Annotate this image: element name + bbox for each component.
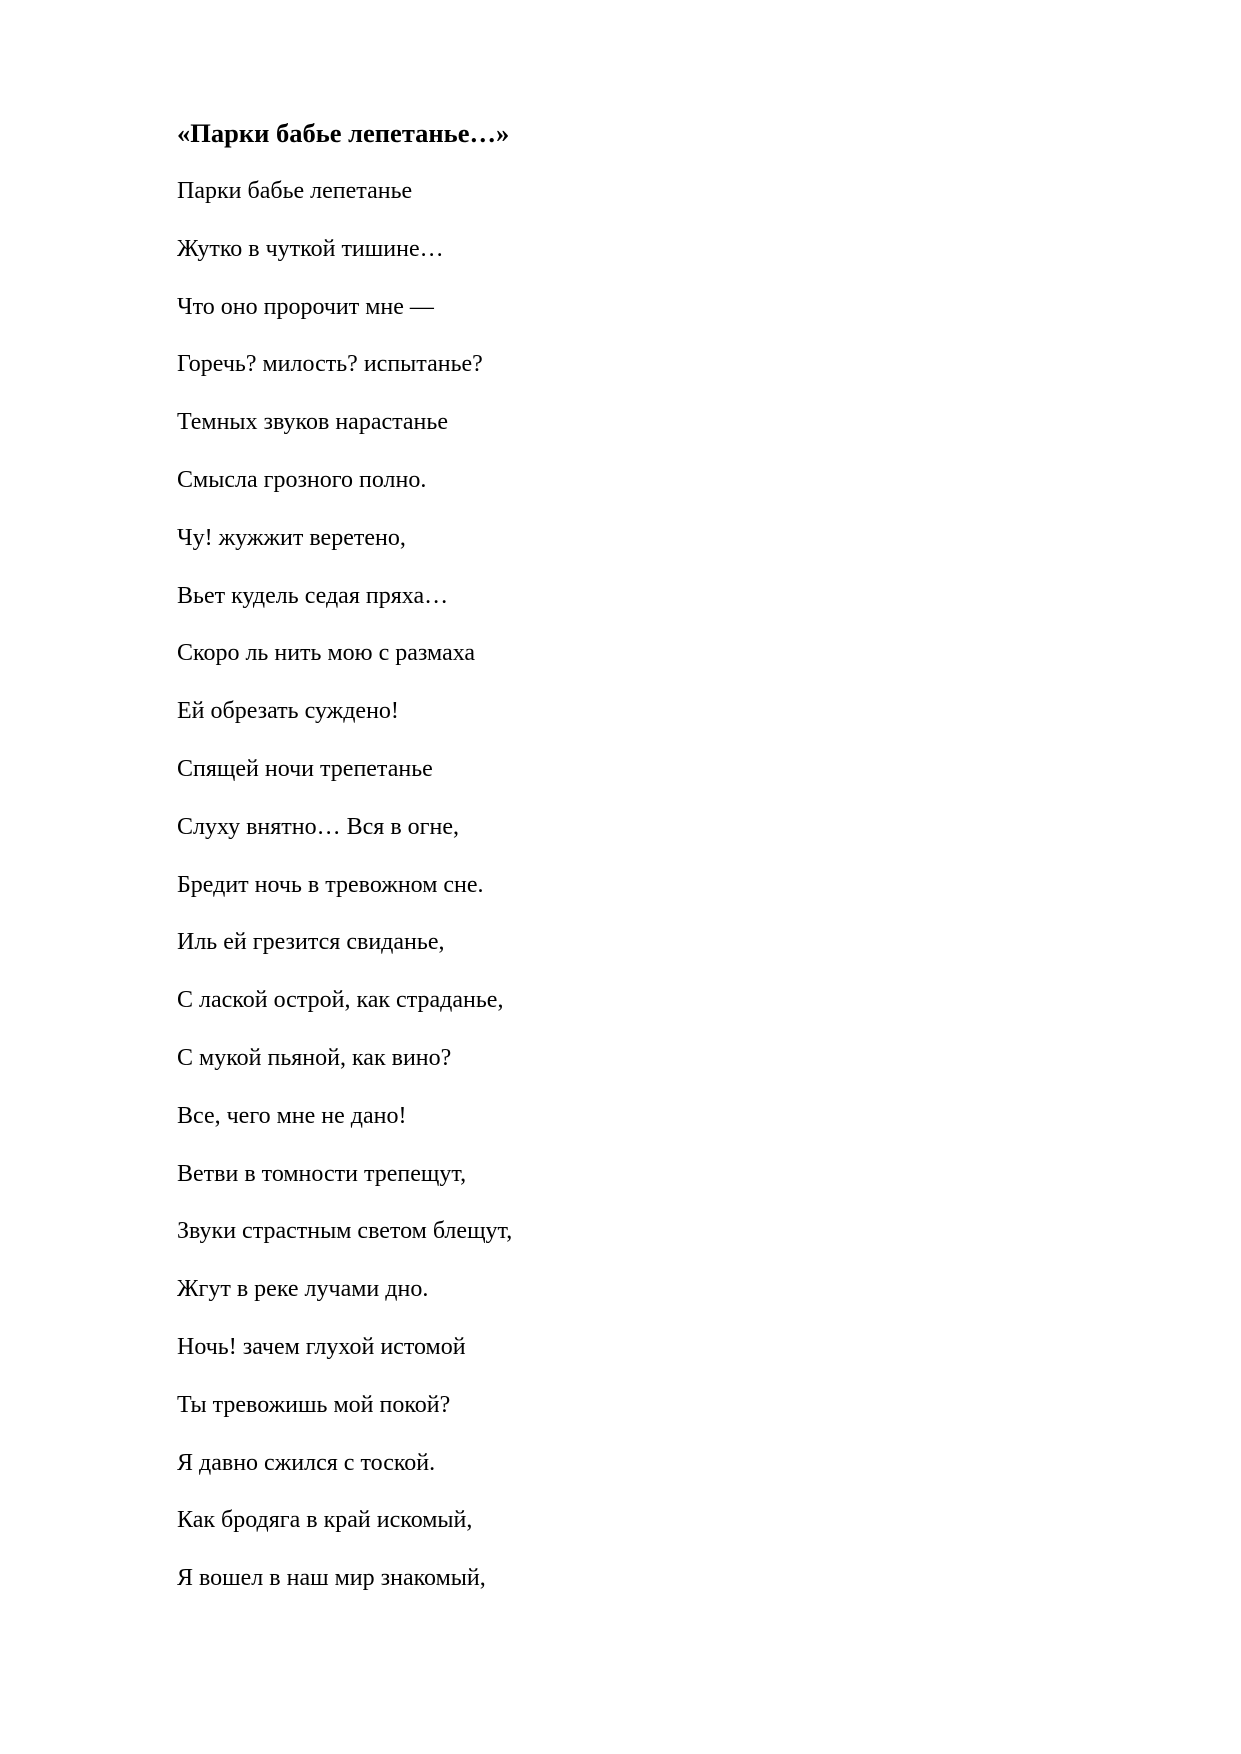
poem-line: Я вошел в наш мир знакомый, [177, 1565, 486, 1592]
poem-line: Я давно сжился с тоской. [177, 1449, 436, 1476]
poem-line: Смысла грозного полно. [177, 466, 427, 493]
poem-line: Бредит ночь в тревожном сне. [177, 871, 484, 898]
poem-line: Горечь? милость? испытанье? [177, 351, 483, 378]
poem-line: Жгут в реке лучами дно. [177, 1276, 429, 1303]
poem-body [177, 176, 512, 1621]
poem-line: Что оно пророчит мне — [177, 293, 434, 320]
poem-line: Парки бабье лепетанье [177, 178, 413, 204]
poem-title: «Парки бабье лепетанье…» [177, 118, 510, 148]
poem-line: Темных звуков нарастанье [177, 409, 448, 436]
poem-line: Ветви в томности трепещут, [177, 1160, 467, 1187]
poem-line: Звуки страстным светом блещут, [177, 1218, 513, 1245]
poem-line: Ей обрезать суждено! [177, 698, 399, 725]
poem-line: Жутко в чуткой тишине… [177, 235, 444, 262]
poem-line: С лаской острой, как страданье, [177, 987, 504, 1014]
poem-line: Все, чего мне не дано! [177, 1102, 407, 1129]
poem-line: Ты тревожишь мой покой? [177, 1391, 451, 1418]
poem-line: Иль ей грезится свиданье, [177, 929, 445, 956]
poem-line: Спящей ночи трепетанье [177, 755, 433, 782]
poem-line: Чу! жужжит веретено, [177, 524, 406, 551]
poem-line: Ночь! зачем глухой истомой [177, 1333, 466, 1360]
poem-line: Слуху внятно… Вся в огне, [177, 813, 459, 840]
poem-line: Скоро ль нить мою с размаха [177, 640, 476, 667]
poem-line: Вьет кудель седая пряха… [177, 582, 449, 609]
poem-line: Как бродяга в край искомый, [177, 1507, 473, 1534]
poem-line: С мукой пьяной, как вино? [177, 1044, 452, 1071]
